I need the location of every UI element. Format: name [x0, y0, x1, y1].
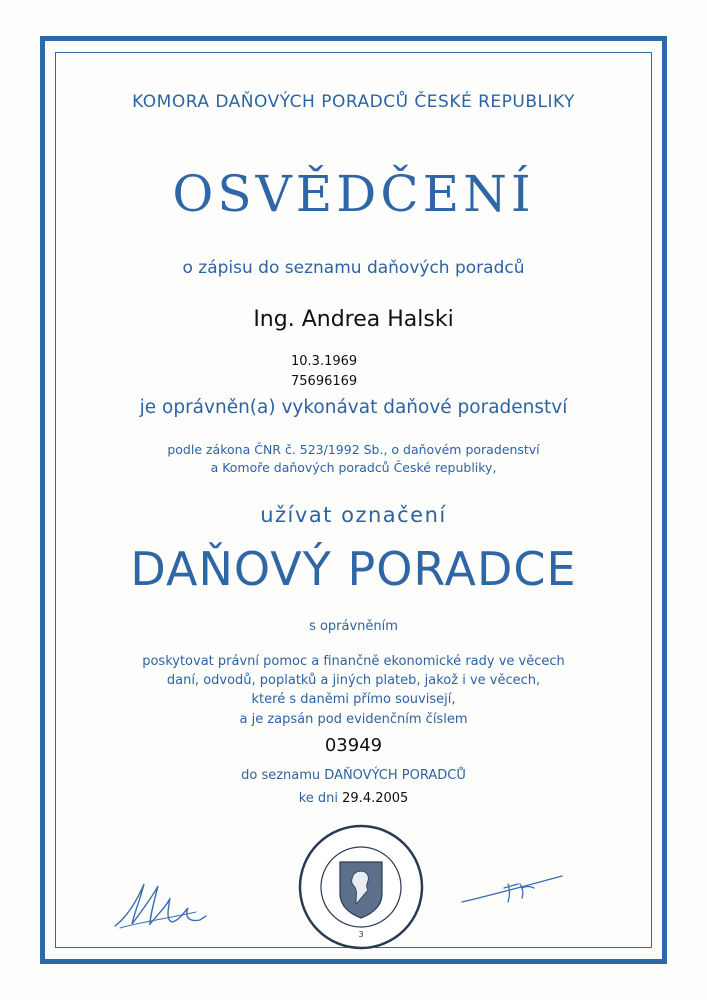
law-line: podle zákona ČNR č. 523/1992 Sb., o daňovém poradenství — [167, 442, 540, 457]
description-line: poskytovat právní pomoc a finančně ekonomické rady ve věcech — [142, 654, 565, 669]
left-signature — [110, 876, 215, 932]
registration-number: 03949 — [324, 735, 383, 756]
use-designation-heading: užívat označení — [260, 503, 447, 527]
right-signature — [458, 872, 566, 906]
holder-name: Ing. Andrea Halski — [253, 307, 454, 332]
certificate-title: OSVĚDČENÍ — [172, 165, 535, 223]
detail-value: 10.3.1969 — [291, 354, 358, 369]
authorized-statement: je oprávněn(a) vykonávat daňové poradenství — [139, 397, 568, 418]
organization-name: KOMORA DAŇOVÝCH PORADCŮ ČESKÉ REPUBLIKY — [132, 92, 575, 112]
law-line: a Komoře daňových poradců České republiky, — [210, 460, 497, 475]
designation-title: DAŇOVÝ PORADCE — [130, 542, 577, 596]
issue-date-line — [0, 791, 707, 806]
detail-value: 75696169 — [291, 374, 358, 389]
seal-number: 3 — [358, 930, 364, 939]
description-line: a je zapsán pod evidenčním číslem — [239, 712, 468, 727]
certificate-subtitle: o zápisu do seznamu daňových poradců — [182, 258, 525, 278]
date-label: ke dni — [298, 791, 338, 806]
date-value: 29.4.2005 — [342, 791, 409, 806]
description-line: které s daněmi přímo souvisejí, — [251, 692, 456, 707]
description-line: daní, odvodů, poplatků a jiných plateb, jakož i ve věcech, — [166, 673, 541, 688]
register-text: do seznamu DAŇOVÝCH PORADCŮ — [241, 768, 466, 783]
permission-label: s oprávněním — [309, 619, 398, 634]
